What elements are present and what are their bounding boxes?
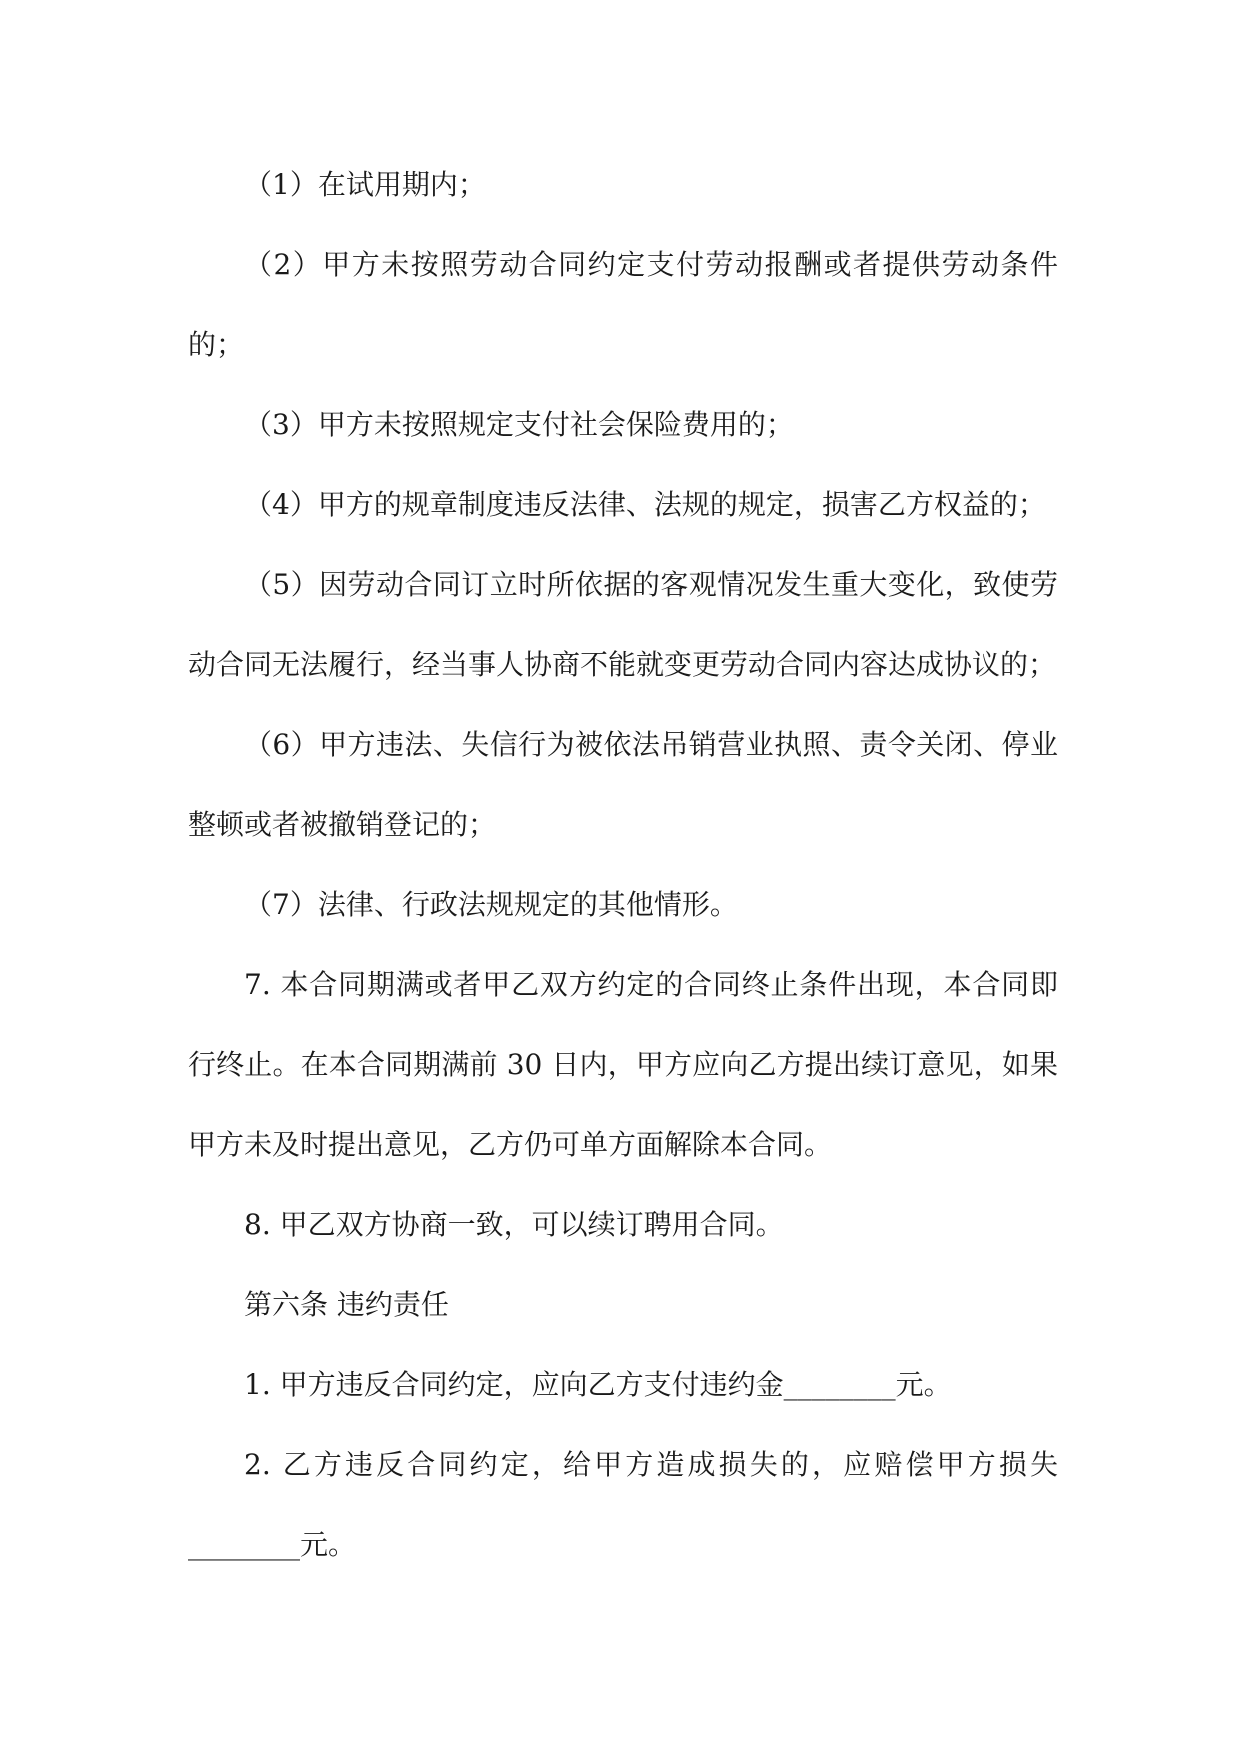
clause-item-7: （7）法律、行政法规规定的其他情形。: [244, 888, 738, 921]
penalty-clause-1: 1. 甲方违反合同约定，应向乙方支付违约金________元。: [244, 1368, 952, 1401]
clause-item-3: （3）甲方未按照规定支付社会保险费用的；: [244, 408, 794, 441]
clause-item-4: （4）甲方的规章制度违反法律、法规的规定，损害乙方权益的；: [244, 488, 1046, 521]
document-body: [188, 145, 1058, 1585]
termination-paragraph: 7. 本合同期满或者甲乙双方约定的合同终止条件出现，本合同即行终止。在本合同期满前 30 日内，甲方应向乙方提出续订意见，如果甲方未及时提出意见，乙方仍可单方面解除本合同。: [188, 968, 1058, 1161]
penalty-clause-2: 2. 乙方违反合同约定，给甲方造成损失的，应赔偿甲方损失________元。: [188, 1448, 1058, 1561]
section-heading: 第六条 违约责任: [244, 1288, 449, 1321]
clause-item-6: （6）甲方违法、失信行为被依法吊销营业执照、责令关闭、停业整顿或者被撤销登记的；: [188, 728, 1058, 841]
clause-item-1: （1）在试用期内；: [244, 168, 486, 201]
clause-item-2: （2）甲方未按照劳动合同约定支付劳动报酬或者提供劳动条件的；: [188, 248, 1058, 361]
renewal-paragraph: 8. 甲乙双方协商一致，可以续订聘用合同。: [244, 1208, 784, 1241]
clause-item-5: （5）因劳动合同订立时所依据的客观情况发生重大变化，致使劳动合同无法履行，经当事人协商不能就变更劳动合同内容达成协议的；: [188, 568, 1058, 681]
